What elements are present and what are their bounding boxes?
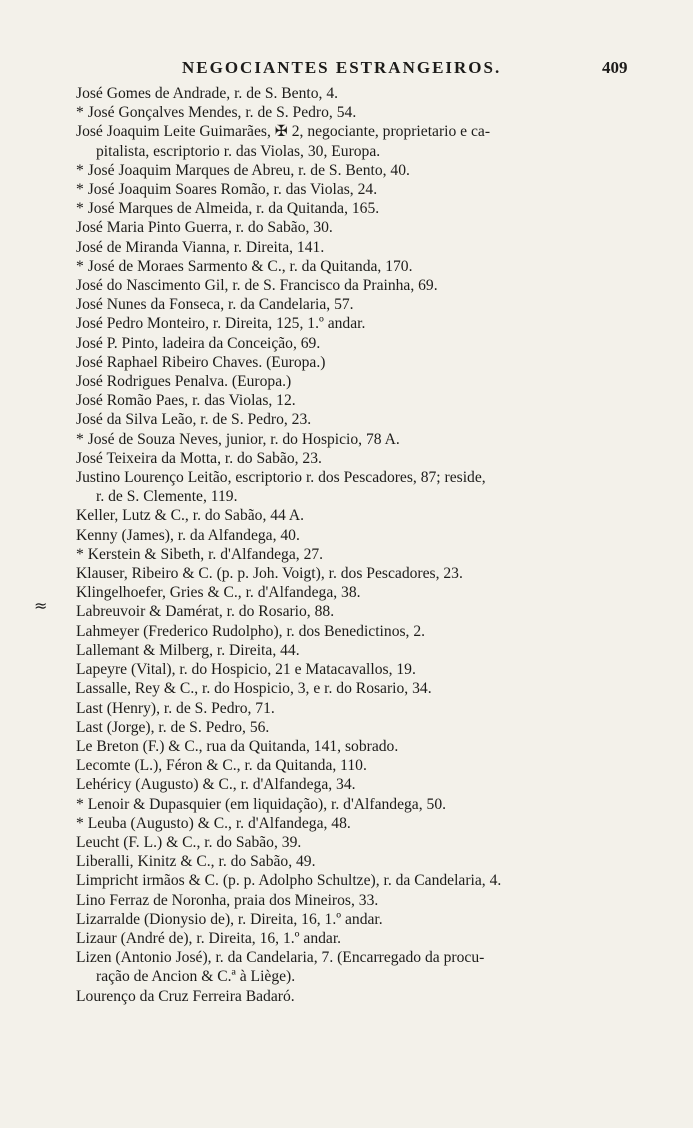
entry-line: * Lenoir & Dupasquier (em liquidação), r. d'Alfandega, 50. (76, 795, 447, 813)
entry-line: * José Marques de Almeida, r. da Quitanda, 165. (76, 200, 380, 218)
entry-line: Klingelhoefer, Gries & C., r. d'Alfandega, 38. (76, 584, 361, 602)
entry-line: Lizen (Antonio José), r. da Candelaria, 7. (Encarregado da procu- (76, 949, 485, 967)
entry-line: Labreuvoir & Damérat, r. do Rosario, 88. (76, 603, 335, 621)
entry-line: * José Joaquim Marques de Abreu, r. de S. Bento, 40. (76, 161, 410, 179)
entry-line: Lino Ferraz de Noronha, praia dos Mineiros, 33. (76, 891, 379, 909)
entry-line: Lizarralde (Dionysio de), r. Direita, 16, 1.º andar. (76, 910, 383, 928)
entry-line: José Rodrigues Penalva. (Europa.) (76, 373, 292, 391)
entry-line: * Leuba (Augusto) & C., r. d'Alfandega, 48. (76, 814, 351, 832)
entry-line: Lapeyre (Vital), r. do Hospicio, 21 e Matacavallos, 19. (76, 661, 416, 679)
margin-mark: ≈ (34, 596, 48, 615)
entry-line: José Joaquim Leite Guimarães, ✠ 2, negociante, proprietario e ca- (76, 123, 491, 141)
entry-line: Last (Jorge), r. de S. Pedro, 56. (76, 718, 270, 736)
entry-line: Justino Lourenço Leitão, escriptorio r. dos Pescadores, 87; reside, (76, 469, 486, 487)
entry-line: José Gomes de Andrade, r. de S. Bento, 4. (76, 85, 339, 102)
entry-line: Kenny (James), r. da Alfandega, 40. (76, 526, 300, 544)
entry-line: Limpricht irmãos & C. (p. p. Adolpho Schultze), r. da Candelaria, 4. (76, 872, 502, 890)
entry-line: * José de Souza Neves, junior, r. do Hospicio, 78 A. (76, 430, 400, 448)
entry-line: Last (Henry), r. de S. Pedro, 71. (76, 699, 275, 717)
entry-line: * José Joaquim Soares Romão, r. das Violas, 24. (76, 181, 378, 199)
page-header (0, 58, 693, 82)
entry-line: Leucht (F. L.) & C., r. do Sabão, 39. (76, 833, 302, 851)
entry-line: Keller, Lutz & C., r. do Sabão, 44 A. (76, 507, 305, 525)
entry-line: José Maria Pinto Guerra, r. do Sabão, 30. (76, 219, 333, 237)
entry-line: José da Silva Leão, r. de S. Pedro, 23. (76, 411, 312, 429)
entry-line: Le Breton (F.) & C., rua da Quitanda, 141, sobrado. (76, 737, 399, 755)
entry-line: José de Miranda Vianna, r. Direita, 141. (76, 238, 325, 256)
entry-line: José P. Pinto, ladeira da Conceição, 69. (76, 334, 321, 352)
entry-line: Lahmeyer (Frederico Rudolpho), r. dos Benedictinos, 2. (76, 622, 426, 640)
entry-line: Liberalli, Kinitz & C., r. do Sabão, 49. (76, 853, 316, 871)
entry-continuation-line: r. de S. Clemente, 119. (96, 488, 238, 506)
directory-entries (76, 84, 636, 1006)
entry-continuation-line: ração de Ancion & C.ª à Liège). (96, 968, 296, 986)
entry-line: Lourenço da Cruz Ferreira Badaró. (76, 987, 295, 1005)
entry-line: * Kerstein & Sibeth, r. d'Alfandega, 27. (76, 545, 324, 563)
entry-continuation-line: pitalista, escriptorio r. das Violas, 30, Europa. (96, 142, 381, 160)
entry-line: Lehéricy (Augusto) & C., r. d'Alfandega, 34. (76, 776, 356, 794)
page-number: 409 (602, 58, 628, 77)
entry-line: José Romão Paes, r. das Violas, 12. (76, 392, 296, 410)
entry-line: Lassalle, Rey & C., r. do Hospicio, 3, e r. do Rosario, 34. (76, 680, 432, 698)
running-title: NEGOCIANTES ESTRANGEIROS. (182, 58, 502, 77)
entry-line: José do Nascimento Gil, r. de S. Francisco da Prainha, 69. (76, 277, 438, 295)
entry-line: Lallemant & Milberg, r. Direita, 44. (76, 641, 300, 659)
entry-line: Lecomte (L.), Féron & C., r. da Quitanda, 110. (76, 757, 367, 775)
entry-line: José Pedro Monteiro, r. Direita, 125, 1.º andar. (76, 315, 366, 333)
entry-line: José Nunes da Fonseca, r. da Candelaria, 57. (76, 296, 354, 314)
entry-line: Klauser, Ribeiro & C. (p. p. Joh. Voigt), r. dos Pescadores, 23. (76, 565, 463, 583)
entry-line: * José de Moraes Sarmento & C., r. da Quitanda, 170. (76, 257, 413, 275)
entry-line: * José Gonçalves Mendes, r. de S. Pedro, 54. (76, 104, 357, 122)
entry-line: José Raphael Ribeiro Chaves. (Europa.) (76, 353, 326, 371)
entry-line: José Teixeira da Motta, r. do Sabão, 23. (76, 449, 322, 467)
entry-line: Lizaur (André de), r. Direita, 16, 1.º andar. (76, 929, 342, 947)
